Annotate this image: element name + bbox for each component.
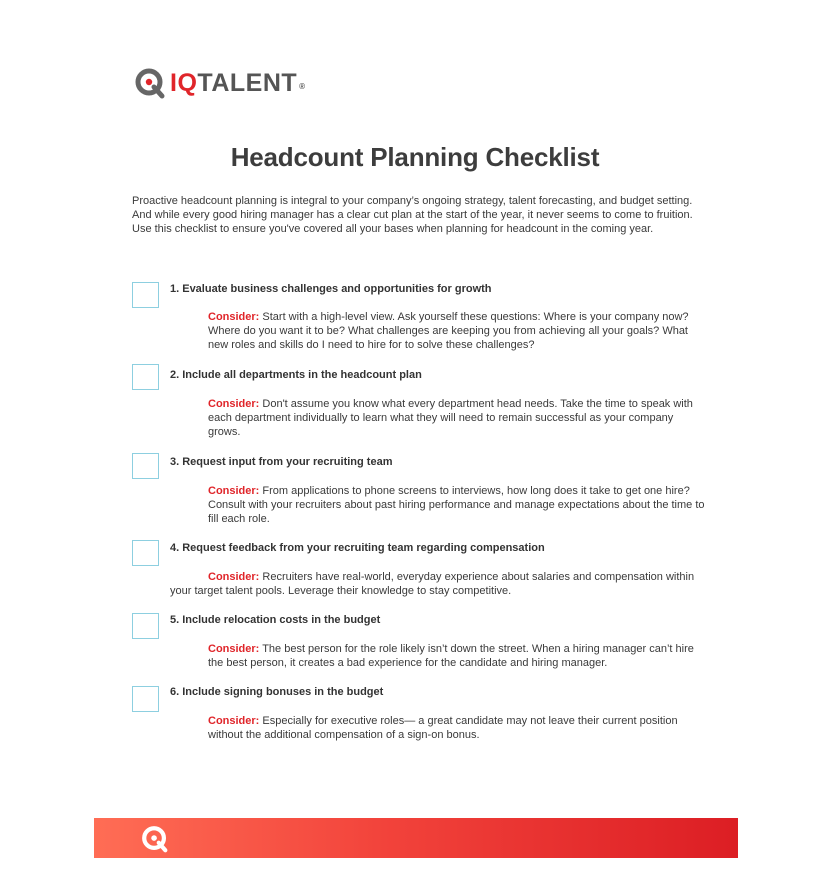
checklist-item-title-3: 3. Request input from your recruiting team <box>170 456 393 468</box>
logo-iq-text: IQ <box>170 69 198 97</box>
checklist-checkbox-2[interactable] <box>132 364 159 390</box>
consider-label: Consider: <box>208 398 260 410</box>
checklist-item-consider-3 <box>208 484 708 527</box>
logo-talent-text: TALENT <box>197 69 298 97</box>
consider-label: Consider: <box>208 311 260 323</box>
checklist-checkbox-3[interactable] <box>132 453 159 479</box>
consider-text: Start with a high-level view. Ask yourself these questions: Where is your company now? Where do you want it to be? What challenges are keeping you from achieving all your goals? What new roles and skills do I need to hire for to solve these challenges? <box>208 311 689 352</box>
checklist-item-title-5: 5. Include relocation costs in the budget <box>170 614 381 626</box>
checklist-item-consider-2 <box>208 397 708 440</box>
consider-text: Especially for executive roles— a great candidate may not leave their current position without the additional compensation of a sign-on bonus. <box>208 715 678 742</box>
checklist-item-consider-6 <box>208 714 708 742</box>
consider-label: Consider: <box>208 485 260 497</box>
consider-text: Recruiters have real-world, everyday experience about salaries and compensation within your target talent pools. Leverage their knowledge to stay competitive. <box>170 571 695 598</box>
checklist-item-consider-1 <box>208 310 708 353</box>
checklist-item-title-1: 1. Evaluate business challenges and opportunities for growth <box>170 283 492 295</box>
consider-text: The best person for the role likely isn’t down the street. When a hiring manager can’t hire the best person, it creates a bad experience for the candidate and hiring manager. <box>208 643 694 670</box>
checklist-item-consider-5 <box>208 642 708 670</box>
iq-logo-mark-icon <box>134 67 166 99</box>
checklist-checkbox-5[interactable] <box>132 613 159 639</box>
checklist-item-title-2: 2. Include all departments in the headcount plan <box>170 369 422 381</box>
consider-text: Don't assume you know what every department head needs. Take the time to speak with each department individually to learn what they will need to remain successful as your company grows. <box>208 398 693 439</box>
checklist-checkbox-4[interactable] <box>132 540 159 566</box>
logo-registered-mark: ® <box>299 82 306 91</box>
iqtalent-logo <box>134 66 306 100</box>
consider-label: Consider: <box>208 643 260 655</box>
consider-label: Consider: <box>208 571 260 583</box>
intro-paragraph: Proactive headcount planning is integral to your company’s ongoing strategy, talent forecasting, and budget setting. And while every good hiring manager has a clear cut plan at the start of the year, it never seems to come to fruition. Use this checklist to ensure you've covered all your bases when planning for headcount in the coming year. <box>132 195 693 236</box>
logo-wordmark <box>170 67 306 99</box>
consider-label: Consider: <box>208 715 260 727</box>
checklist-item-title-4: 4. Request feedback from your recruiting team regarding compensation <box>170 542 545 554</box>
checklist-checkbox-1[interactable] <box>132 282 159 308</box>
checklist-item-consider-4 <box>170 570 710 598</box>
iq-logo-mark-icon <box>140 824 170 854</box>
checklist-checkbox-6[interactable] <box>132 686 159 712</box>
footer-banner <box>94 818 738 858</box>
page-title: Headcount Planning Checklist <box>230 142 600 172</box>
consider-text: From applications to phone screens to interviews, how long does it take to get one hire? Consult with your recruiters about past hiring performance and manage expectations about the time to fill each role. <box>208 485 705 526</box>
checklist-item-title-6: 6. Include signing bonuses in the budget <box>170 686 384 698</box>
